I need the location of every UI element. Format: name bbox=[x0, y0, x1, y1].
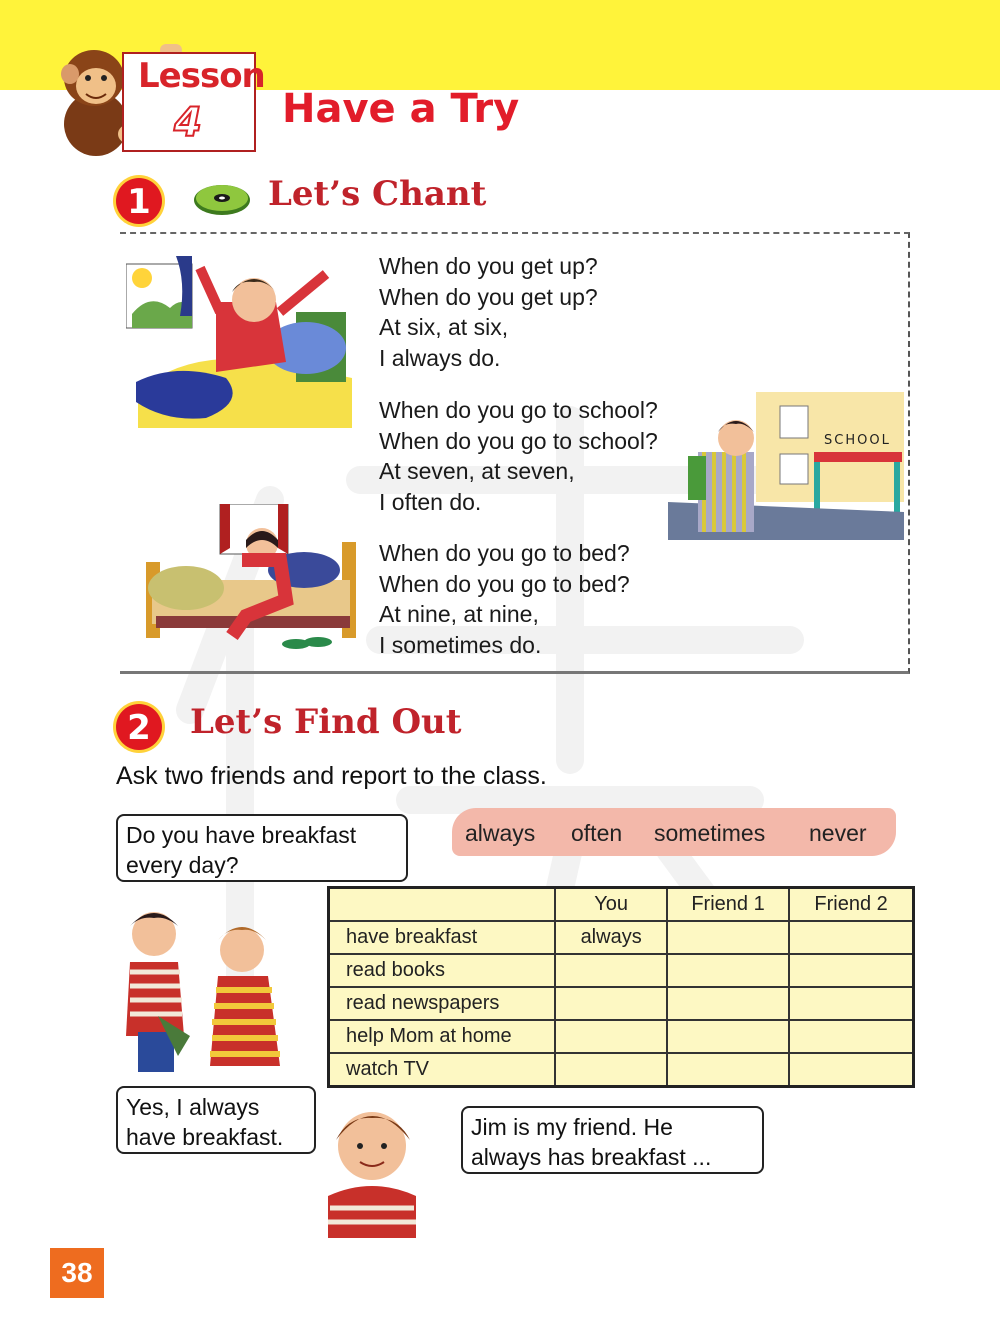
answer-cell[interactable] bbox=[789, 1053, 913, 1087]
bubble-line: every day? bbox=[126, 852, 239, 878]
table-row bbox=[329, 921, 914, 954]
word-sometimes: sometimes bbox=[654, 820, 766, 846]
section-2-title: Let’s Find Out bbox=[190, 702, 462, 742]
report-bubble bbox=[461, 1106, 764, 1174]
verse-line: When do you go to bed? bbox=[379, 540, 630, 566]
bubble-line: have breakfast. bbox=[126, 1124, 284, 1150]
answer-cell[interactable]: always bbox=[555, 921, 666, 954]
lesson-number: 4 bbox=[174, 100, 202, 146]
verse-line: At seven, at seven, bbox=[379, 458, 575, 484]
section-1-number: 1 bbox=[116, 178, 162, 224]
verse-line: When do you go to school? bbox=[379, 427, 658, 454]
activity-cell: read books bbox=[329, 954, 556, 987]
word-always: always bbox=[465, 820, 536, 846]
section-1-title: Let’s Chant bbox=[268, 174, 487, 214]
page-title: Have a Try bbox=[282, 86, 520, 132]
verse-2 bbox=[379, 395, 658, 517]
reporting-boy-illustration bbox=[320, 1096, 430, 1238]
activity-cell: read newspapers bbox=[329, 987, 556, 1020]
table-row bbox=[329, 1020, 914, 1053]
verse-line: I often do. bbox=[379, 488, 482, 515]
activity-cell: have breakfast bbox=[329, 921, 556, 954]
instruction-text: Ask two friends and report to the class. bbox=[116, 762, 547, 790]
answer-cell[interactable] bbox=[555, 987, 666, 1020]
bubble-line: always has breakfast ... bbox=[471, 1144, 712, 1170]
table-row bbox=[329, 1053, 914, 1087]
word-never: never bbox=[809, 820, 867, 846]
verse-line: When do you get up? bbox=[379, 283, 598, 310]
answer-cell[interactable] bbox=[789, 987, 913, 1020]
verse-line: When do you go to bed? bbox=[379, 570, 630, 597]
table-header-cell: Friend 1 bbox=[667, 888, 789, 922]
school-illustration bbox=[668, 392, 904, 540]
table-header-row bbox=[329, 888, 914, 922]
verse-line: I always do. bbox=[379, 344, 501, 371]
verse-1 bbox=[379, 251, 598, 373]
table-header-cell: You bbox=[555, 888, 666, 922]
table-row bbox=[329, 954, 914, 987]
answer-cell[interactable] bbox=[667, 921, 789, 954]
verse-3 bbox=[379, 538, 630, 660]
word-often: often bbox=[571, 820, 623, 846]
table-row bbox=[329, 987, 914, 1020]
answer-cell[interactable] bbox=[789, 921, 913, 954]
answer-cell[interactable] bbox=[667, 1020, 789, 1053]
table-header-cell: Friend 2 bbox=[789, 888, 913, 922]
boy-waking-illustration bbox=[126, 252, 354, 428]
page-number: 38 bbox=[50, 1248, 104, 1298]
answer-cell[interactable] bbox=[667, 987, 789, 1020]
answer-cell[interactable] bbox=[789, 1020, 913, 1053]
answer-cell[interactable] bbox=[667, 954, 789, 987]
answer-cell[interactable] bbox=[555, 954, 666, 987]
survey-table bbox=[327, 886, 915, 1088]
bubble-line: Yes, I always bbox=[126, 1094, 260, 1120]
cd-disc-icon[interactable] bbox=[192, 178, 256, 218]
verse-line: When do you get up? bbox=[379, 253, 598, 279]
answer-bubble bbox=[116, 1086, 316, 1154]
answer-cell[interactable] bbox=[555, 1053, 666, 1087]
verse-line: At six, at six, bbox=[379, 314, 509, 340]
table-header-cell bbox=[329, 888, 556, 922]
two-boys-illustration bbox=[118, 906, 322, 1076]
activity-cell: watch TV bbox=[329, 1053, 556, 1087]
school-sign: SCHOOL bbox=[824, 433, 891, 448]
bubble-line: Jim is my friend. He bbox=[471, 1114, 673, 1140]
girl-bed-illustration bbox=[146, 504, 358, 654]
answer-cell[interactable] bbox=[789, 954, 913, 987]
bubble-line: Do you have breakfast bbox=[126, 822, 357, 848]
lesson-label: Lesson bbox=[138, 56, 265, 96]
verse-line: When do you go to school? bbox=[379, 397, 658, 423]
question-bubble bbox=[116, 814, 408, 882]
verse-line: At nine, at nine, bbox=[379, 601, 539, 627]
answer-cell[interactable] bbox=[555, 1020, 666, 1053]
verse-line: I sometimes do. bbox=[379, 631, 542, 658]
activity-cell: help Mom at home bbox=[329, 1020, 556, 1053]
answer-cell[interactable] bbox=[667, 1053, 789, 1087]
section-2-number: 2 bbox=[116, 704, 162, 750]
